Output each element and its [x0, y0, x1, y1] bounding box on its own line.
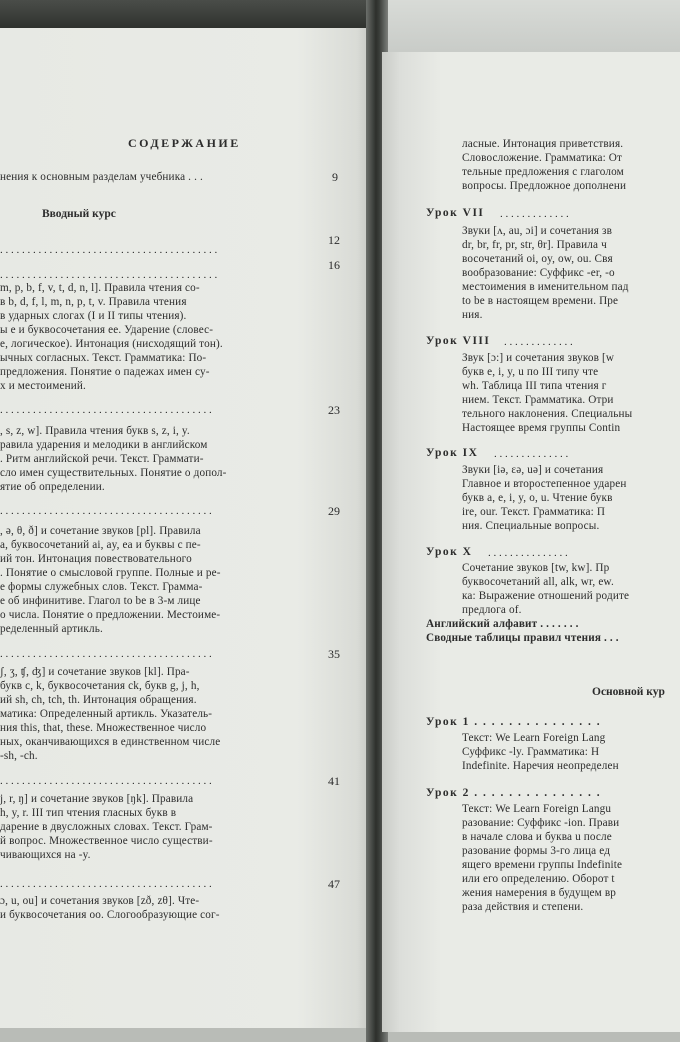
- reading-tables-entry: Сводные таблицы правил чтения . . .: [426, 632, 619, 644]
- toc-line: ire, our. Текст. Грамматика: П: [462, 506, 606, 518]
- toc-line: ка: Выражение отношений родите: [462, 590, 630, 602]
- leader-dots: . . . . . . . . . . . . . . . . . . . . . . . . . . . . . . . . . . . . . . .: [0, 505, 212, 517]
- leader-dots: . . . . . . . . . . . . . . . . . . . . . . . . . . . . . . . . . . . . . . .: [0, 878, 212, 890]
- leader-dots: . . . . . . . . . . . . . . . . . . . . . . . . . . . . . . . . . . . . . . . .: [0, 269, 218, 281]
- toc-line: ния this, that, these. Множественное число: [0, 722, 207, 734]
- leader-dots: . . . . . . . . . . . . . . . . . . . . . . . . . . . . . . . . . . . . . . .: [0, 648, 212, 660]
- toc-line: х и местоимений.: [0, 380, 86, 392]
- toc-line: Суффикс -ly. Грамматика: Н: [462, 746, 600, 758]
- toc-line: в ударных слогах (I и II типы чтения).: [0, 310, 187, 322]
- toc-line: ния.: [462, 309, 483, 321]
- leader-dots: . . . . . . . . . . . . . . . . . . . . . . . . . . . . . . . . . . . . . . .: [0, 404, 212, 416]
- toc-line: Звуки [ʌ, au, ɔi] и сочетания зв: [462, 225, 613, 237]
- left-page: [0, 28, 372, 1028]
- toc-line: разование формы 3-го лица ед: [462, 845, 611, 857]
- toc-line: и буквосочетания oo. Слогообразующие сог-: [0, 909, 220, 921]
- toc-line: , s, z, w]. Правила чтения букв s, z, i, y.: [0, 425, 190, 437]
- toc-line: ычных согласных. Текст. Грамматика: По-: [0, 352, 207, 364]
- toc-line: ий sh, ch, tch, th. Интонация обращения.: [0, 694, 197, 706]
- toc-line: букв c, k, буквосочетания ck, букв g, j, h,: [0, 680, 200, 692]
- toc-line: ящего времени группы Indefinite: [462, 859, 623, 871]
- toc-line: предлога of.: [462, 604, 522, 616]
- toc-line: вопросы. Предложное дополнени: [462, 180, 627, 192]
- toc-line: в начале слова и буква u после: [462, 831, 612, 843]
- toc-line: . Ритм английской речи. Текст. Граммати-: [0, 453, 204, 465]
- toc-line: Текст: We Learn Foreign Langu: [462, 803, 612, 815]
- toc-line: to be в настоящем времени. Пре: [462, 295, 619, 307]
- lesson-heading: Урок IX: [426, 447, 479, 459]
- toc-line: буквосочетаний all, alk, wr, ew.: [462, 576, 614, 588]
- lesson-heading: Урок 2 . . . . . . . . . . . . . . .: [426, 787, 602, 799]
- toc-line: Главное и второстепенное ударен: [462, 478, 627, 490]
- alphabet-entry: Английский алфавит . . . . . . .: [426, 618, 579, 630]
- toc-line: Настоящее время группы Contin: [462, 422, 621, 434]
- intro-line: нения к основным разделам учебника . . .: [0, 171, 203, 183]
- leader-dots: . . . . . . . . . . . . . . . . . . . . . . . . . . . . . . . . . . . . . . . .: [0, 244, 218, 256]
- toc-line: Сочетание звуков [tw, kw]. Пр: [462, 562, 610, 574]
- lesson-heading: Урок 1 . . . . . . . . . . . . . . .: [426, 716, 602, 728]
- toc-line: ий тон. Интонация повествовательного: [0, 553, 192, 565]
- toc-line: wh. Таблица III типа чтения г: [462, 380, 607, 392]
- toc-line: матика: Определенный артикль. Указатель-: [0, 708, 213, 720]
- toc-line: сло имен существительных. Понятие о допол-: [0, 467, 227, 479]
- lesson-heading: Урок VIII: [426, 335, 491, 347]
- toc-line: букв a, e, i, y, o, u. Чтение букв: [462, 492, 613, 504]
- toc-line: е об инфинитиве. Глагол to be в 3-м лице: [0, 595, 201, 607]
- lesson-heading: Урок VII: [426, 207, 485, 219]
- toc-line: dr, br, fr, pr, str, θr]. Правила ч: [462, 239, 607, 251]
- toc-line: m, p, b, f, v, t, d, n, l]. Правила чтения со-: [0, 282, 200, 294]
- leader-dots: . . . . . . . . . . . . . . .: [488, 547, 568, 559]
- toc-line: тельные предложения с глаголом: [462, 166, 624, 178]
- toc-line: h, y, r. III тип чтения гласных букв в: [0, 807, 177, 819]
- page-number: 12: [328, 233, 340, 247]
- toc-line: букв e, i, y, u по III типу чте: [462, 366, 599, 378]
- toc-line: ных, оканчивающихся в единственном числе: [0, 736, 221, 748]
- leader-dots: . . . . . . . . . . . . .: [500, 208, 569, 220]
- page-number: 23: [328, 403, 340, 417]
- page-number: 47: [328, 877, 340, 891]
- toc-line: ласные. Интонация приветствия.: [462, 138, 624, 150]
- toc-line: разование: Суффикс -ion. Прави: [462, 817, 620, 829]
- toc-line: -sh, -ch.: [0, 750, 38, 762]
- toc-line: дарение в двусложных словах. Текст. Грам-: [0, 821, 213, 833]
- toc-line: Текст: We Learn Foreign Lang: [462, 732, 606, 744]
- toc-line: Indefinite. Наречия неопределен: [462, 760, 619, 772]
- toc-line: Звуки [iə, εə, uə] и сочетания: [462, 464, 604, 476]
- leader-dots: . . . . . . . . . . . . . .: [494, 448, 569, 460]
- toc-line: . Понятие о смысловой группе. Полные и ре-: [0, 567, 221, 579]
- toc-line: ределенный артикль.: [0, 623, 103, 635]
- section-heading: Вводный курс: [42, 208, 116, 220]
- toc-line: о числа. Понятие о предложении. Местоиме-: [0, 609, 221, 621]
- toc-line: Словосложение. Грамматика: От: [462, 152, 623, 164]
- toc-line: е, логическое). Интонация (нисходящий тон).: [0, 338, 223, 350]
- toc-line: ʃ, ʒ, ʧ, ʤ] и сочетание звуков [kl]. Пра-: [0, 666, 190, 678]
- background-surface: [382, 0, 680, 54]
- toc-line: раза действия и степени.: [462, 901, 584, 913]
- toc-line: ятие об определении.: [0, 481, 105, 493]
- leader-dots: . . . . . . . . . . . . . . . . . . . . . . . . . . . . . . . . . . . . . . .: [0, 775, 212, 787]
- toc-line: чивающихся на -y.: [0, 849, 91, 861]
- contents-title: СОДЕРЖАНИЕ: [128, 136, 241, 150]
- toc-line: вообразование: Суффикс -er, -o: [462, 267, 615, 279]
- toc-line: а, буквосочетаний ai, ay, ea и буквы с пе-: [0, 539, 201, 551]
- section-heading: Основной кур: [592, 686, 665, 698]
- page-number: 35: [328, 647, 340, 661]
- toc-line: жения намерения в будущем вр: [462, 887, 616, 899]
- toc-line: в b, d, f, l, m, n, p, t, v. Правила чтения: [0, 296, 187, 308]
- page-number: 16: [328, 258, 340, 272]
- toc-line: Звук [ɔ:] и сочетания звуков [w: [462, 352, 615, 364]
- page-number: 9: [332, 170, 338, 184]
- toc-line: ния. Специальные вопросы.: [462, 520, 600, 532]
- page-number: 29: [328, 504, 340, 518]
- toc-line: или его определению. Оборот t: [462, 873, 615, 885]
- leader-dots: . . . . . . . . . . . . .: [504, 336, 573, 348]
- toc-line: равила ударения и мелодики в английском: [0, 439, 208, 451]
- toc-line: предложения. Понятие о падежах имен су-: [0, 366, 210, 378]
- toc-line: восочетаний oi, oy, ow, ou. Свя: [462, 253, 613, 265]
- toc-line: , ə, θ, ð] и сочетание звуков [pl]. Правила: [0, 525, 201, 537]
- toc-line: j, r, ŋ] и сочетание звуков [ŋk]. Правила: [0, 793, 194, 805]
- right-page: [382, 52, 680, 1032]
- toc-line: е формы служебных слов. Текст. Грамма-: [0, 581, 203, 593]
- toc-line: й вопрос. Множественное число существи-: [0, 835, 213, 847]
- page-number: 41: [328, 774, 340, 788]
- toc-line: ɔ, u, ou] и сочетания звуков [zð, zθ]. Чте-: [0, 895, 200, 907]
- book-cover-top: [0, 0, 372, 30]
- toc-line: ы e и буквосочетания ee. Ударение (словес-: [0, 324, 214, 336]
- lesson-heading: Урок X: [426, 546, 473, 558]
- toc-line: нием. Текст. Грамматика. Отри: [462, 394, 614, 406]
- toc-line: местоимения в именительном пад: [462, 281, 629, 293]
- toc-line: тельного наклонения. Специальны: [462, 408, 633, 420]
